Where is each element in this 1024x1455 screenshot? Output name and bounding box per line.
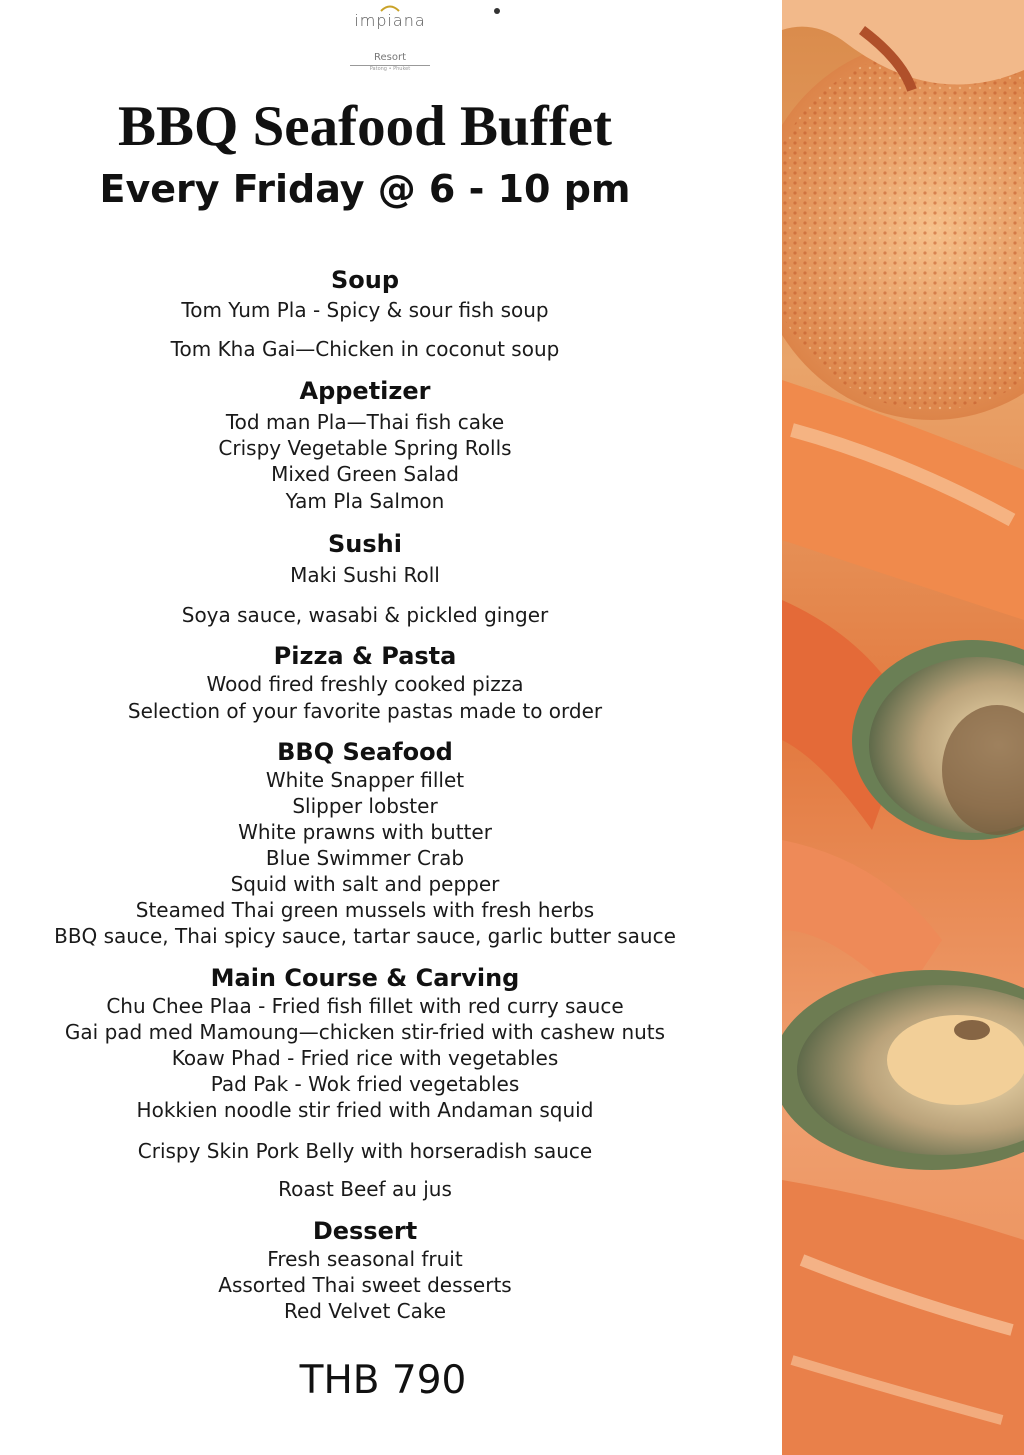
menu-item: BBQ sauce, Thai spicy sauce, tartar sauce, garlic butter sauce [54,924,676,948]
logo-subtitle: Resort [373,52,406,63]
menu-item: Pad Pak - Wok fried vegetables [210,1072,520,1096]
menu-item: Squid with salt and pepper [230,872,500,896]
section-heading-bbq-seafood: BBQ Seafood [277,738,453,766]
menu-item: Tom Kha Gai—Chicken in coconut soup [170,337,560,361]
seafood-illustration [782,0,1024,1455]
menu-item: Soya sauce, wasabi & pickled ginger [181,603,549,627]
menu-item: Blue Swimmer Crab [265,846,465,870]
section-heading-appetizer: Appetizer [299,377,431,405]
menu-item: White prawns with butter [238,820,492,844]
menu-item: Gai pad med Mamoung—chicken stir-fried with cashew nuts [64,1020,666,1044]
menu-item: Steamed Thai green mussels with fresh herbs [135,898,595,922]
resort-logo [300,4,480,73]
menu-item: Hokkien noodle stir fried with Andaman squid [136,1098,594,1122]
menu-item: Roast Beef au jus [278,1177,452,1201]
menu-item: Wood fired freshly cooked pizza [206,672,524,696]
page-subtitle: Every Friday @ 6 - 10 pm [99,167,631,211]
menu-item: Chu Chee Plaa - Fried fish fillet with red curry sauce [106,994,624,1018]
section-heading-sushi: Sushi [328,530,402,558]
menu-item: Yam Pla Salmon [285,489,445,513]
section-heading-soup: Soup [330,266,400,294]
menu-item: Selection of your favorite pastas made to order [127,699,603,723]
menu-item: Maki Sushi Roll [290,563,440,587]
section-heading-pizza-pasta: Pizza & Pasta [273,642,457,670]
menu-item: Fresh seasonal fruit [267,1247,463,1271]
menu-item: Tod man Pla—Thai fish cake [225,410,505,434]
menu-item: Crispy Skin Pork Belly with horseradish sauce [137,1139,593,1163]
price: THB 790 [299,1358,467,1403]
menu-item: White Snapper fillet [265,768,465,792]
menu-item: Crispy Vegetable Spring Rolls [218,436,512,460]
logo-location: Patong • Phuket [369,66,411,72]
menu-item: Red Velvet Cake [283,1299,447,1323]
seafood-photo [782,0,1024,1455]
menu-item: Slipper lobster [292,794,438,818]
logo-name: impiana [354,11,426,30]
print-speck [494,8,500,14]
section-heading-main-course: Main Course & Carving [210,964,520,992]
menu-item: Assorted Thai sweet desserts [218,1273,512,1297]
menu-item: Tom Yum Pla - Spicy & sour fish soup [181,298,549,322]
page-title: BBQ Seafood Buffet [117,95,613,158]
menu-item: Koaw Phad - Fried rice with vegetables [171,1046,559,1070]
section-heading-dessert: Dessert [312,1217,418,1245]
menu-item: Mixed Green Salad [271,462,459,486]
